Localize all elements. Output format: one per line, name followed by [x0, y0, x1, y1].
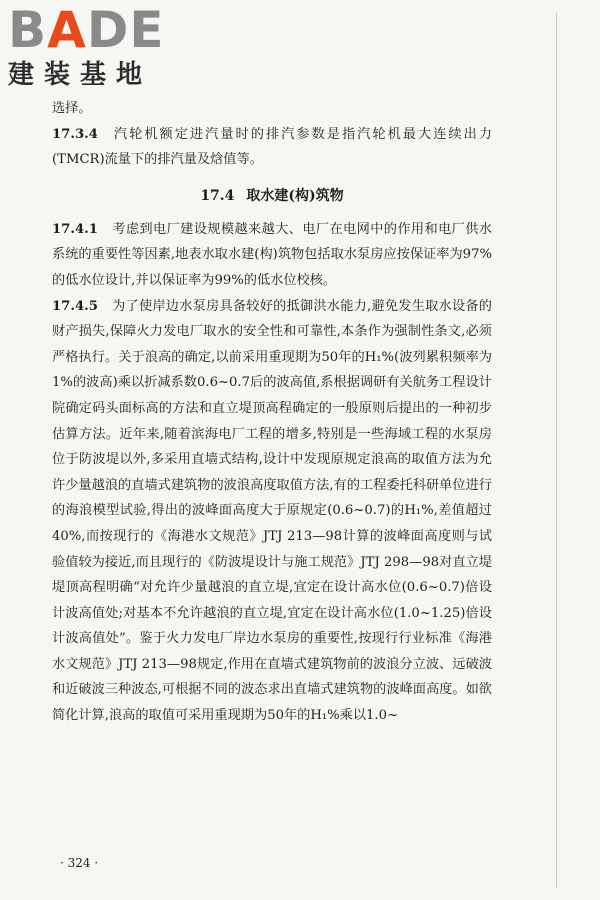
clause-17-4-5	[52, 294, 492, 729]
section-heading	[52, 183, 492, 209]
page-number: · 324 ·	[60, 856, 99, 870]
section-number: 17.4	[200, 187, 235, 204]
logo-subtitle: 建装基地	[8, 60, 153, 90]
scan-edge-line	[556, 12, 557, 888]
clause-text: 为了使岸边水泵房具备较好的抵御洪水能力,避免发生取水设备的财产损失,保障火力发电厂取水的安全性和可靠性,本条作为强制性条文,必须严格执行。关于浪高的确定,以前采用重现期为50年的H₁%(波列累积频率为1%的波高)乘以折减系数0.6~0.7后的波高值,系根据调研有关航务工程设计院确定码头面标高的方法和直立堤顶高程确定的一般原则后提出的一种初步估算方法。近年来,随着滨海电厂工程的增多,特别是一些海域工程的水泵房位于防波堤以外,多采用直墙式结构,设计中发现原规定浪高的取值方法为允许少量越浪的直墙式建筑物的波浪高度取值方法,有的工程委托科研单位进行的海浪模型试验,得出的波峰面高度大于原规定(0.6~0.7)的H₁%,差值超过40%,而按现行的《海港水文规范》JTJ 213—98计算的波峰面高度则与试验值较为接近,而且现行的《防波堤设计与施工规范》JTJ 298—98对直立堤堤顶高程明确“对允许少量越浪的直立堤,宜定在设计高水位(0.6~0.7)倍设计波高值处;对基本不允许越浪的直立堤,宜定在设计高水位(1.0~1.25)倍设计波高值处”。鉴于火力发电厂岸边水泵房的重要性,按现行行业标准《海港水文规范》JTJ 213—98规定,作用在直墙式建筑物前的波浪分立波、远破波和近破波三种波态,可根据不同的波态求出直墙式建筑物的波峰面高度。如欲简化计算,浪高的取值可采用重现期为50年的H₁%乘以1.0~	[52, 298, 492, 724]
clause-17-4-1	[52, 217, 492, 294]
logo-letters-de: DE	[86, 1, 165, 59]
logo-wordmark	[8, 1, 183, 59]
continuation-text: 选择。	[52, 101, 92, 116]
clause-number: 17.4.5	[52, 298, 98, 314]
clause-text: 考虑到电厂建设规模越来越大、电厂在电网中的作用和电厂供水系统的重要性等因素,地表水取水建(构)筑物包括取水泵房应按保证率为97%的低水位设计,并以保证率为99%的低水位校核。	[52, 221, 492, 288]
clause-17-3-4	[52, 122, 492, 173]
clause-number: 17.4.1	[52, 221, 98, 237]
logo-letter-b: B	[8, 1, 48, 59]
section-title: 取水建(构)筑物	[246, 187, 344, 204]
logo	[8, 1, 183, 94]
clause-text: 汽轮机额定进汽量时的排汽参数是指汽轮机最大连续出力(TMCR)流量下的排汽量及焓值等。	[52, 126, 492, 168]
page-body	[52, 96, 492, 729]
clause-number: 17.3.4	[52, 126, 98, 142]
logo-letter-a: A	[47, 1, 87, 59]
